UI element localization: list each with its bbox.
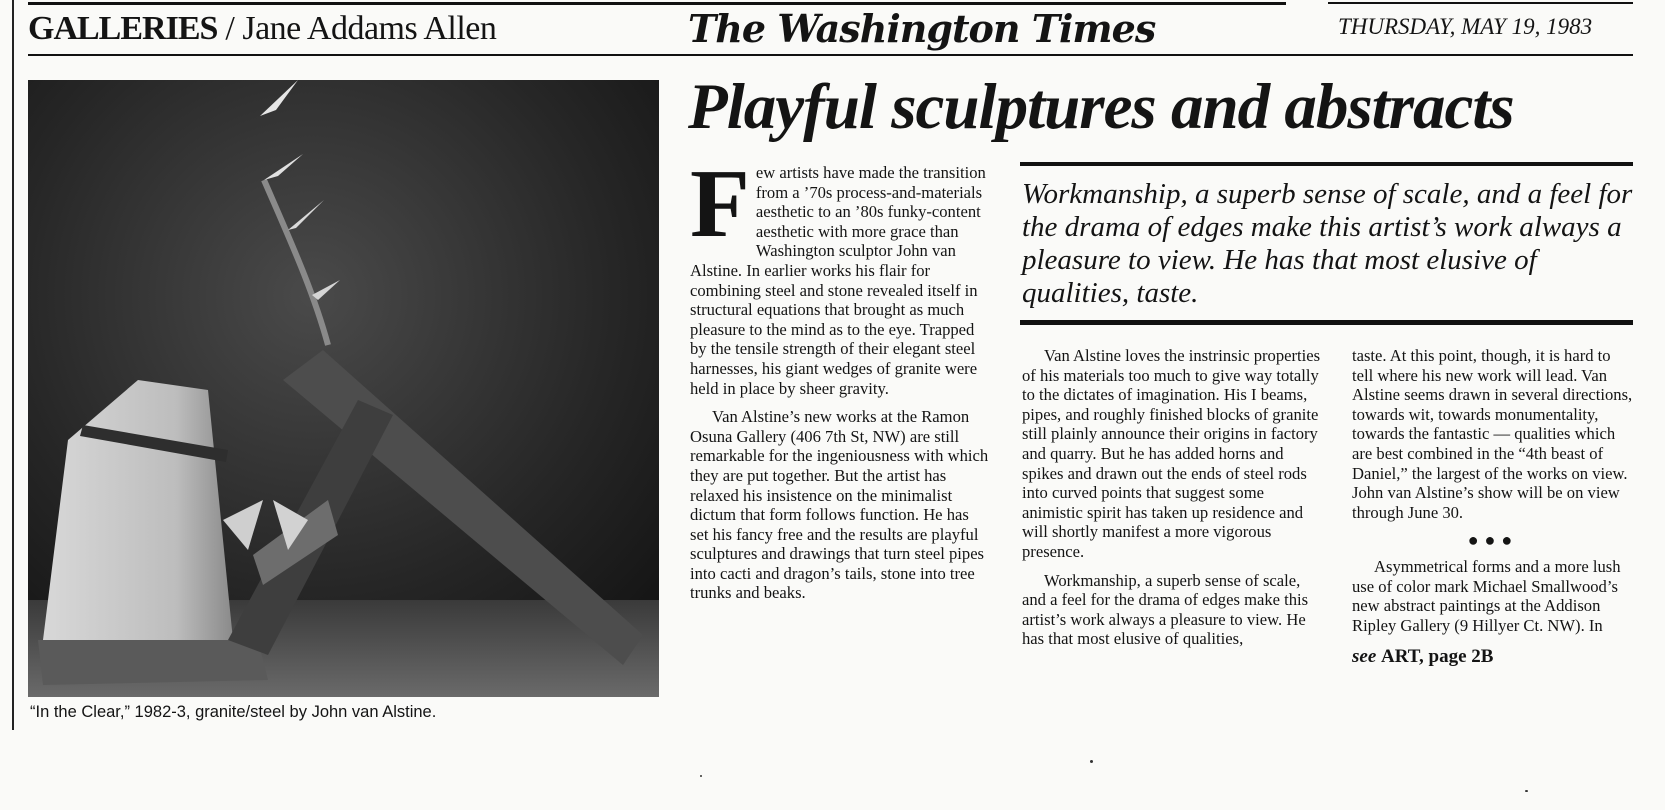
header-rule [28, 54, 1633, 56]
article-column-3 [1352, 346, 1634, 667]
issue-date: THURSDAY, MAY 19, 1983 [1338, 14, 1593, 39]
scan-edge [12, 0, 14, 730]
paragraph: Van Alstine’s new works at the Ramon Osuna Gallery (406 7th St, NW) are still remarkable for the ingeniousness with which they are put together. But the artist has relaxed his insistence on the minimalist dictum that form follows function. He has set his fancy free and the results are playful sculptures and drawings that turn steel pipes into cacti and dragon’s tails, stone into tree trunks and beaks. [690, 407, 989, 603]
section-header [28, 10, 496, 48]
sculpture-image [28, 80, 659, 697]
paragraph: taste. At this point, though, it is hard to tell where his new work will lead. Van Alstine seems drawn in several directions, towards wit, towards monumentality, towards the fantastic — qualities which are best combined in the “4th beast of Daniel,” the largest of the works on view. John van Alstine’s show will be on view through June 30. [1352, 346, 1633, 522]
byline: Jane Addams Allen [242, 10, 497, 47]
pull-quote: Workmanship, a superb sense of scale, and a feel for the drama of edges make this artist’s work always a pleasure to view. He has that most elusive of qualities, taste. [1022, 178, 1633, 309]
masthead: The Washington Times [688, 6, 1156, 51]
top-rule [28, 2, 1286, 5]
paragraph: Asymmetrical forms and a more lush use of color mark Michael Smallwood’s new abstract paintings at the Addison Ripley Gallery (9 Hillyer Ct. NW). In [1352, 556, 1621, 635]
photo-caption: “In the Clear,” 1982-3, granite/steel by John van Alstine. [30, 703, 437, 721]
section-separator: / [217, 10, 243, 47]
sculpture-photo [28, 80, 659, 697]
top-rule-right [1328, 2, 1633, 4]
section-name: GALLERIES [28, 10, 218, 47]
article-column-2 [1022, 346, 1322, 658]
jump-see: see [1352, 646, 1382, 668]
paragraph: Van Alstine loves the instrinsic properties of his materials too much to give way totally to the dictates of imagination. His I beams, pipes, and roughly finished blocks of granite still plainly announce their origins in factory and quarry. But he has added horns and spikes and drawn out the ends of steel rods into curved points that suggest some animistic spirit has taken up residence and will shortly manifest a more vigorous presence. [1022, 346, 1321, 561]
headline: Playful sculptures and abstracts [688, 71, 1514, 143]
pullquote-rule-top [1020, 162, 1633, 166]
jump-target: ART, page 2B [1381, 646, 1494, 668]
scan-speck [1090, 760, 1093, 763]
drop-cap: F [690, 150, 750, 258]
continuation-jump [1352, 647, 1634, 667]
paragraph-text: ew artists have made the transition from a ’70s process-and-materials aesthetic to an ’80s funky-content aesthetic with more grace than Washington sculptor John van Alstine. In earlier works his flair for combining steel and stone revealed itself in structural equations that brought as much pleasure to the mind as to the eye. Trapped by the tensile strength of their elegant steel harnesses, his giant wedges of granite were held in place by sheer gravity. [690, 163, 986, 398]
article-column-1 [690, 150, 990, 612]
scan-speck [700, 775, 702, 777]
paragraph [690, 150, 990, 398]
paragraph: Workmanship, a superb sense of scale, and a feel for the drama of edges make this artist’s work always a pleasure to view. He has that most elusive of qualities, [1022, 570, 1309, 649]
pullquote-rule-bottom [1020, 320, 1633, 325]
scan-speck [1525, 790, 1528, 792]
section-break-bullets: ●●● [1467, 530, 1519, 551]
